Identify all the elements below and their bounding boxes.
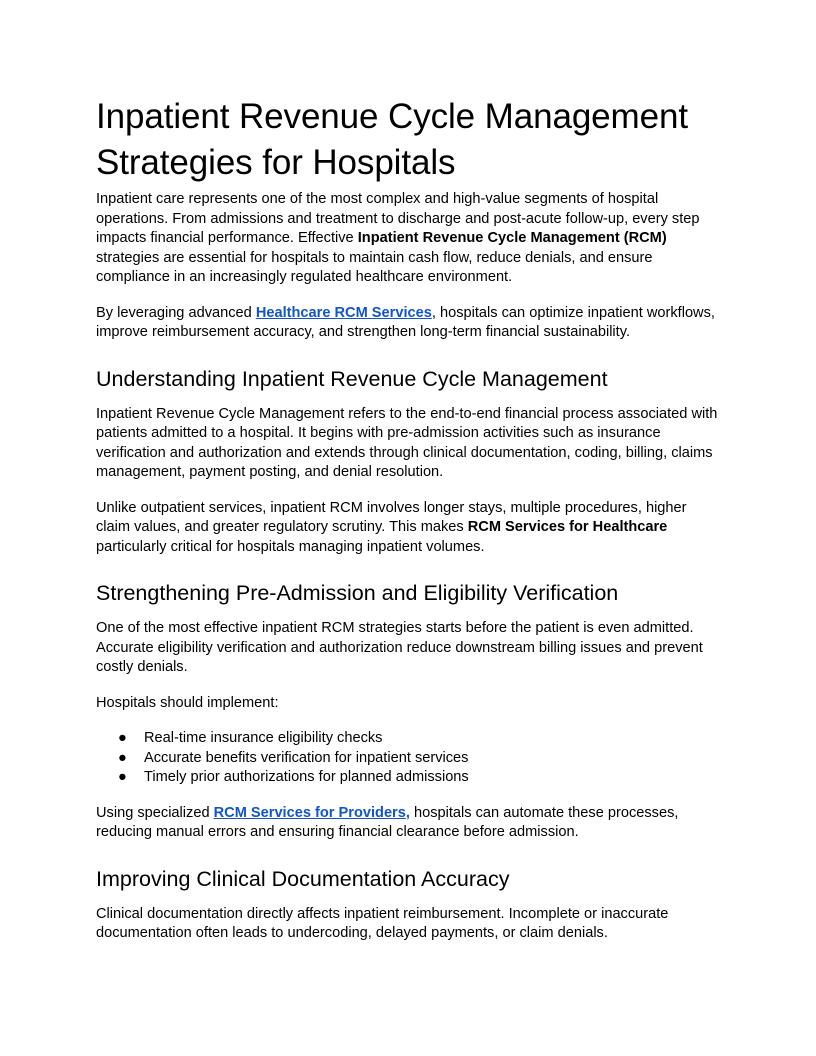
list-item-text: Timely prior authorizations for planned admissions bbox=[144, 769, 469, 785]
section1-p2-text-2: particularly critical for hospitals managing inpatient volumes. bbox=[96, 538, 485, 555]
document-page bbox=[96, 94, 724, 960]
section2-p3-text-1: Using specialized bbox=[96, 804, 214, 821]
section1-p2-text-1: Unlike outpatient services, inpatient RCM involves longer stays, multiple procedures, higher claim values, and greater regulatory scrutiny. This makes bbox=[96, 499, 687, 535]
section2-paragraph-2: Hospitals should implement: bbox=[96, 694, 279, 711]
intro-p1-text-2: strategies are essential for hospitals to maintain cash flow, reduce denials, and ensure compliance in an increasingly regulated healthcare environment. bbox=[96, 249, 653, 285]
list-item bbox=[96, 729, 724, 749]
list-item bbox=[96, 768, 724, 788]
intro-p1-bold: Inpatient Revenue Cycle Management (RCM) bbox=[357, 230, 667, 246]
bullet-icon: ● bbox=[118, 769, 127, 785]
section2-p3-text-2: hospitals can automate these processes, reducing manual errors and ensuring financial clearance before admission. bbox=[96, 804, 679, 840]
section-heading-clinical-documentation: Improving Clinical Documentation Accuracy bbox=[96, 866, 510, 891]
bullet-icon: ● bbox=[118, 749, 127, 766]
intro-paragraph-2 bbox=[96, 304, 724, 343]
rcm-services-for-providers-link-text: RCM Services for Providers bbox=[213, 804, 406, 821]
document-title: Inpatient Revenue Cycle Management Strategies for Hospitals bbox=[96, 97, 688, 182]
intro-paragraph-1 bbox=[96, 190, 724, 288]
section1-paragraph-1: Inpatient Revenue Cycle Management refers to the end-to-end financial process associated with patients admitted to a hospital. It begins with pre-admission activities such as insurance verification and authorization and extends through clinical documentation, coding, billing, claims management, payment posting, and denial resolution. bbox=[96, 405, 718, 480]
section1-p2-bold: RCM Services for Healthcare bbox=[467, 519, 668, 535]
intro-p2-text-1: By leveraging advanced bbox=[96, 304, 256, 321]
section1-paragraph-2 bbox=[96, 499, 724, 558]
intro-p1-text-1: Inpatient care represents one of the most complex and high-value segments of hospital operations. From admissions and treatment to discharge and post-acute follow-up, every step impacts financial performance. Effective bbox=[96, 191, 700, 246]
section2-paragraph-1: One of the most effective inpatient RCM strategies starts before the patient is even admitted. Accurate eligibility verification and authorization reduce downstream billing issues and prevent costly denials. bbox=[96, 620, 703, 675]
bullet-icon: ● bbox=[118, 730, 127, 746]
section-heading-pre-admission: Strengthening Pre-Admission and Eligibility Verification bbox=[96, 581, 619, 605]
intro-p2-text-2: , hospitals can optimize inpatient workflows, improve reimbursement accuracy, and strengthen long-term financial sustainability. bbox=[96, 304, 715, 340]
section3-paragraph-1: Clinical documentation directly affects inpatient reimbursement. Incomplete or inaccurate documentation often leads to undercoding, delayed payments, or claim denials. bbox=[96, 905, 669, 941]
list-item-text: Real-time insurance eligibility checks bbox=[144, 730, 383, 746]
list-item-text: Accurate benefits verification for inpatient services bbox=[144, 749, 469, 766]
list-item bbox=[96, 749, 724, 769]
bullet-list bbox=[96, 729, 724, 788]
rcm-services-link-comma: , bbox=[405, 804, 410, 821]
section-heading-understanding: Understanding Inpatient Revenue Cycle Management bbox=[96, 366, 608, 391]
rcm-services-for-providers-link[interactable] bbox=[214, 805, 410, 821]
section2-paragraph-3 bbox=[96, 804, 724, 843]
healthcare-rcm-services-link[interactable]: Healthcare RCM Services bbox=[255, 304, 432, 321]
